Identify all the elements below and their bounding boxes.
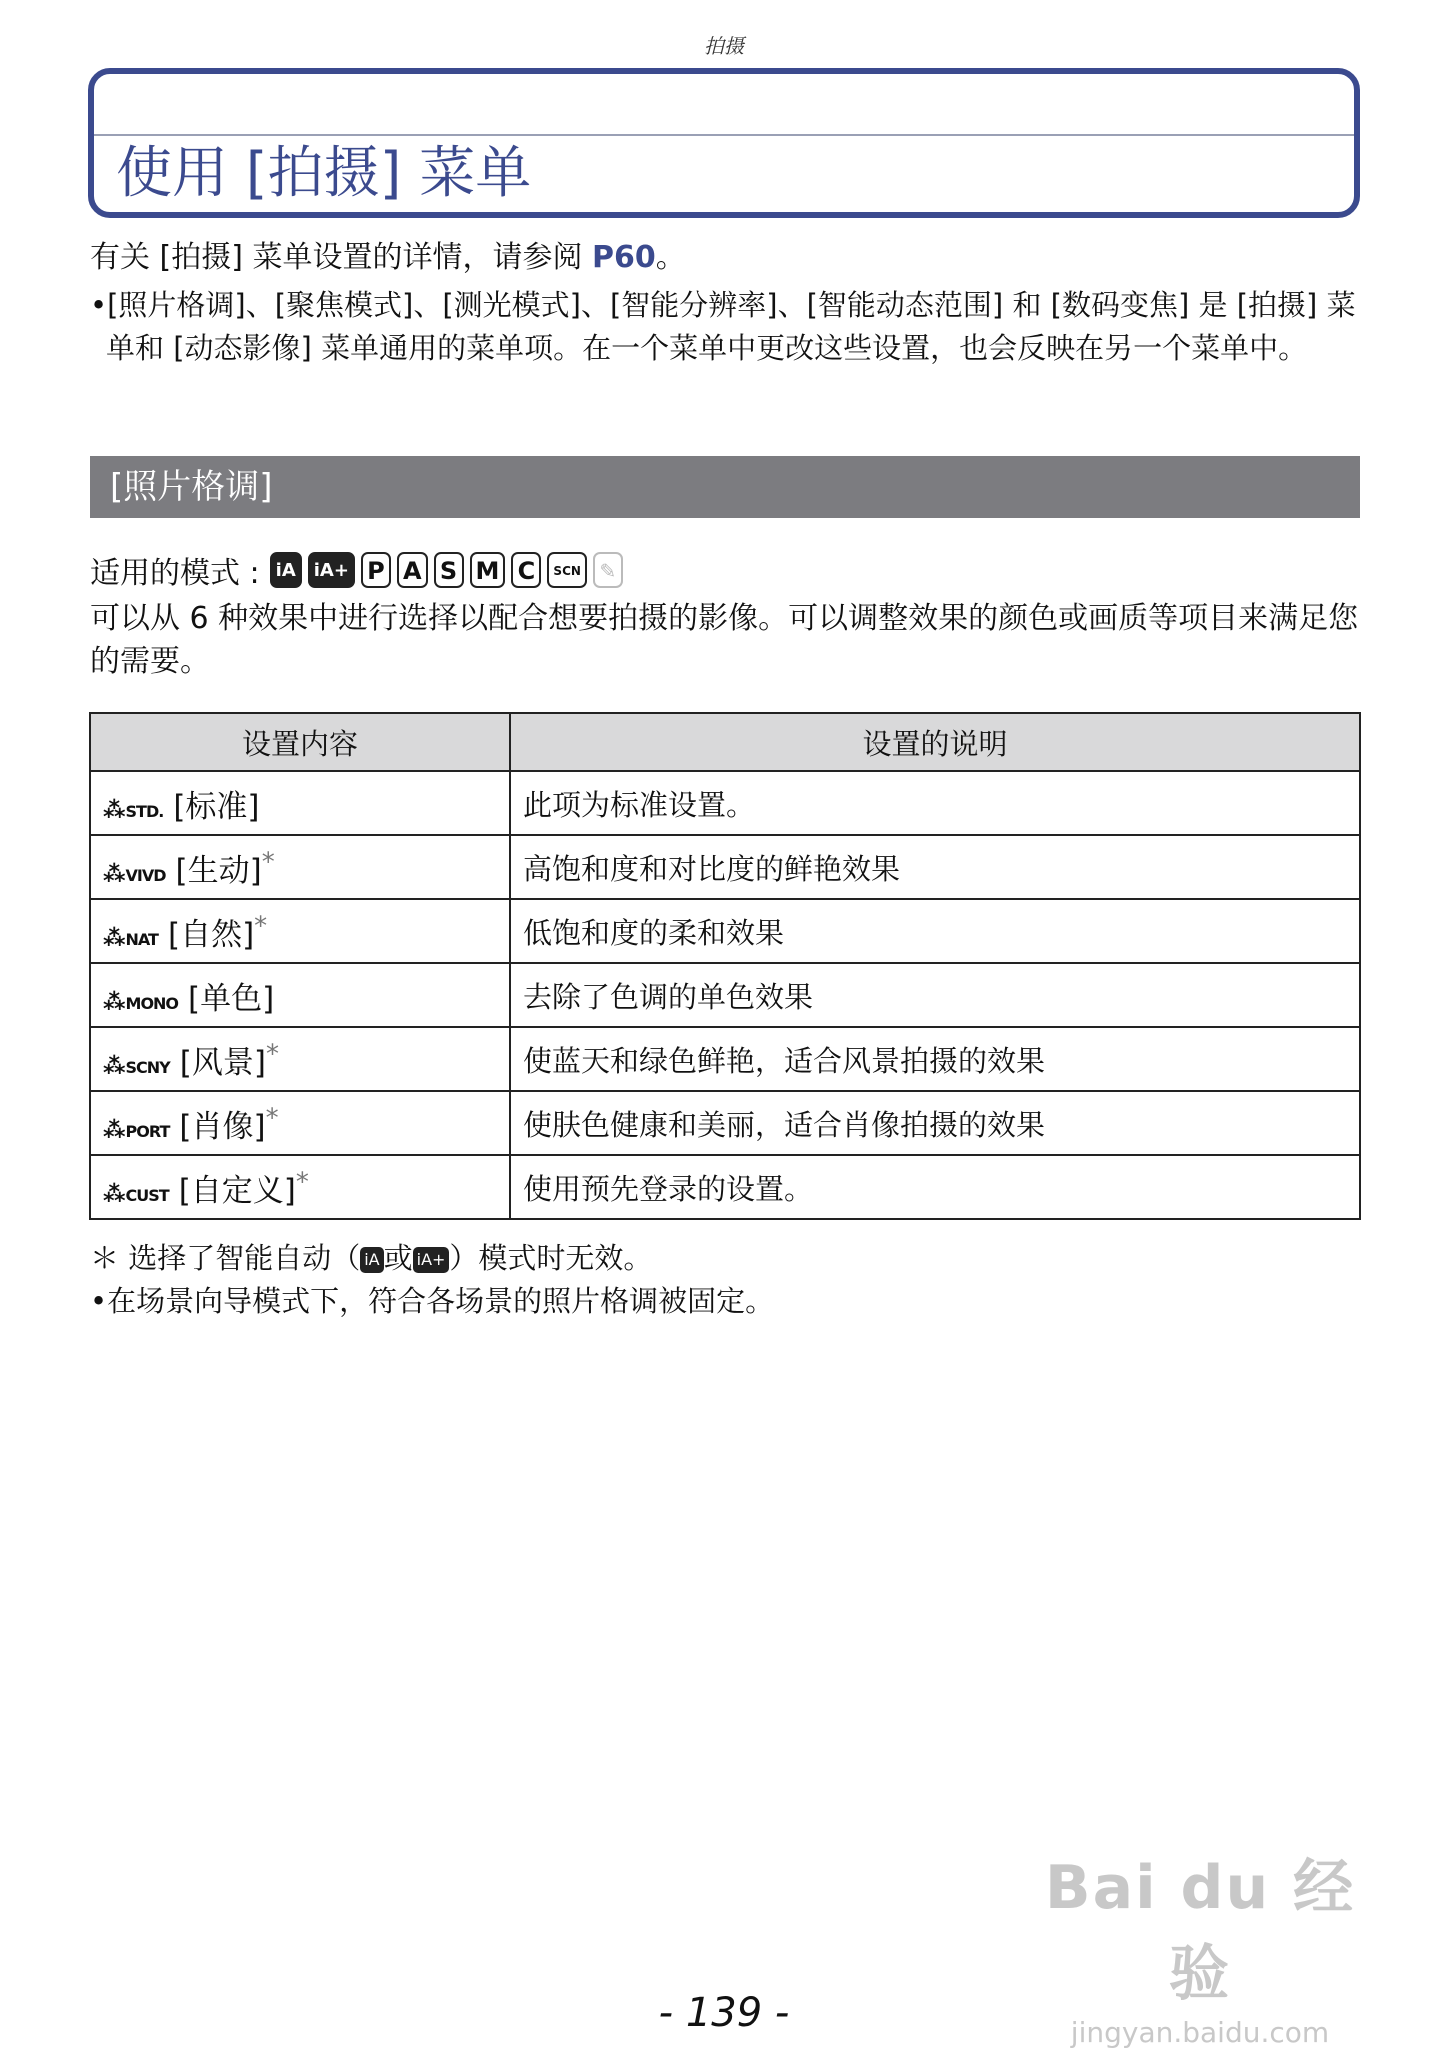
description-cell: 此项为标准设置。 — [510, 771, 1360, 835]
photo-style-icon: ⁂NAT — [103, 925, 158, 951]
setting-cell — [90, 1091, 510, 1155]
running-head: 拍摄 — [704, 34, 744, 58]
intro-label: 有关 [拍摄] 菜单设置的详情，请参阅 — [90, 240, 593, 275]
page-number: - 139 - — [658, 1990, 790, 2036]
scn-mode-icon: SCN — [547, 552, 587, 588]
footnotes — [90, 1237, 1360, 1323]
asterisk-mark: * — [265, 1102, 279, 1133]
setting-cell — [90, 835, 510, 899]
page-title: 使用 [拍摄] 菜单 — [116, 141, 532, 206]
asterisk-mark: * — [261, 846, 275, 877]
asterisk-mark: * — [254, 910, 268, 941]
setting-cell — [90, 963, 510, 1027]
description-cell: 使用预先登录的设置。 — [510, 1155, 1360, 1219]
table-row — [90, 1091, 1360, 1155]
table-header-row — [90, 713, 1360, 771]
header-description: 设置的说明 — [510, 713, 1360, 771]
table-row — [90, 899, 1360, 963]
setting-name: [自然] — [167, 916, 255, 953]
s-mode-icon: S — [434, 552, 464, 588]
table-row — [90, 1027, 1360, 1091]
ia-plus-mode-icon: iA+ — [308, 552, 355, 588]
description-cell: 低饱和度的柔和效果 — [510, 899, 1360, 963]
asterisk-mark: * — [265, 1038, 279, 1069]
title-rule — [94, 134, 1354, 136]
intro-end: 。 — [655, 240, 686, 275]
description-cell: 使蓝天和绿色鲜艳，适合风景拍摄的效果 — [510, 1027, 1360, 1091]
footnote-text: ＊ 选择了智能自动（ — [90, 1241, 361, 1275]
photo-style-icon: ⁂STD. — [103, 797, 164, 823]
photo-style-icon: ⁂PORT — [103, 1117, 170, 1143]
applicable-modes — [90, 548, 629, 592]
title-frame — [88, 68, 1360, 218]
header-setting: 设置内容 — [90, 713, 510, 771]
setting-name: [单色] — [188, 980, 275, 1017]
setting-name: [肖像] — [179, 1108, 266, 1145]
section-header: [照片格调] — [90, 456, 1360, 518]
ia-mode-icon: iA — [360, 1247, 383, 1273]
photo-style-icon: ⁂VIVD — [103, 861, 166, 887]
intro-text — [90, 238, 1360, 278]
c-mode-icon: C — [511, 552, 541, 588]
page-link[interactable]: P60 — [592, 240, 656, 275]
setting-cell — [90, 1027, 510, 1091]
setting-name: [生动] — [175, 852, 262, 889]
photo-style-icon: ⁂SCNY — [103, 1053, 170, 1079]
bullet-note: •[照片格调]、[聚焦模式]、[测光模式]、[智能分辨率]、[智能动态范围] 和 [数码变焦] 是 [拍摄] 菜单和 [动态影像] 菜单通用的菜单项。在一个菜单中更改这些设置，也会反映在另一个菜单中。 — [90, 288, 1356, 365]
setting-name: [风景] — [179, 1044, 266, 1081]
ia-mode-icon: iA — [270, 552, 302, 588]
ia-plus-mode-icon: iA+ — [413, 1247, 450, 1273]
description-cell: 使肤色健康和美丽，适合肖像拍摄的效果 — [510, 1091, 1360, 1155]
table-row — [90, 963, 1360, 1027]
setting-cell — [90, 771, 510, 835]
modes-label: 适用的模式 : — [90, 556, 260, 591]
description-cell: 高饱和度和对比度的鲜艳效果 — [510, 835, 1360, 899]
scene-guide-icon: ✎ — [593, 552, 623, 588]
table-row — [90, 835, 1360, 899]
watermark-logo: Bai du 经验 — [1044, 1853, 1356, 2009]
photo-style-icon: ⁂MONO — [103, 989, 179, 1015]
footnote-or: 或 — [383, 1241, 413, 1275]
m-mode-icon: M — [470, 552, 506, 588]
section-description: 可以从 6 种效果中进行选择以配合想要拍摄的影像。可以调整效果的颜色或画质等项目来满足您的需要。 — [90, 601, 1359, 679]
setting-cell — [90, 899, 510, 963]
table-row — [90, 1155, 1360, 1219]
table-row — [90, 771, 1360, 835]
setting-cell — [90, 1155, 510, 1219]
description-cell: 去除了色调的单色效果 — [510, 963, 1360, 1027]
watermark-url: jingyan.baidu.com — [1070, 2016, 1330, 2049]
photo-style-icon: ⁂CUST — [103, 1181, 169, 1207]
footnote-suffix: ）模式时无效。 — [449, 1241, 653, 1275]
a-mode-icon: A — [397, 552, 428, 588]
settings-table — [89, 712, 1361, 1220]
bullet-footnote: •在场景向导模式下，符合各场景的照片格调被固定。 — [90, 1284, 775, 1318]
asterisk-mark: * — [295, 1166, 309, 1197]
asterisk-footnote — [90, 1237, 1360, 1280]
p-mode-icon: P — [361, 552, 391, 588]
setting-name: [标准] — [173, 788, 260, 825]
setting-name: [自定义] — [178, 1172, 296, 1209]
